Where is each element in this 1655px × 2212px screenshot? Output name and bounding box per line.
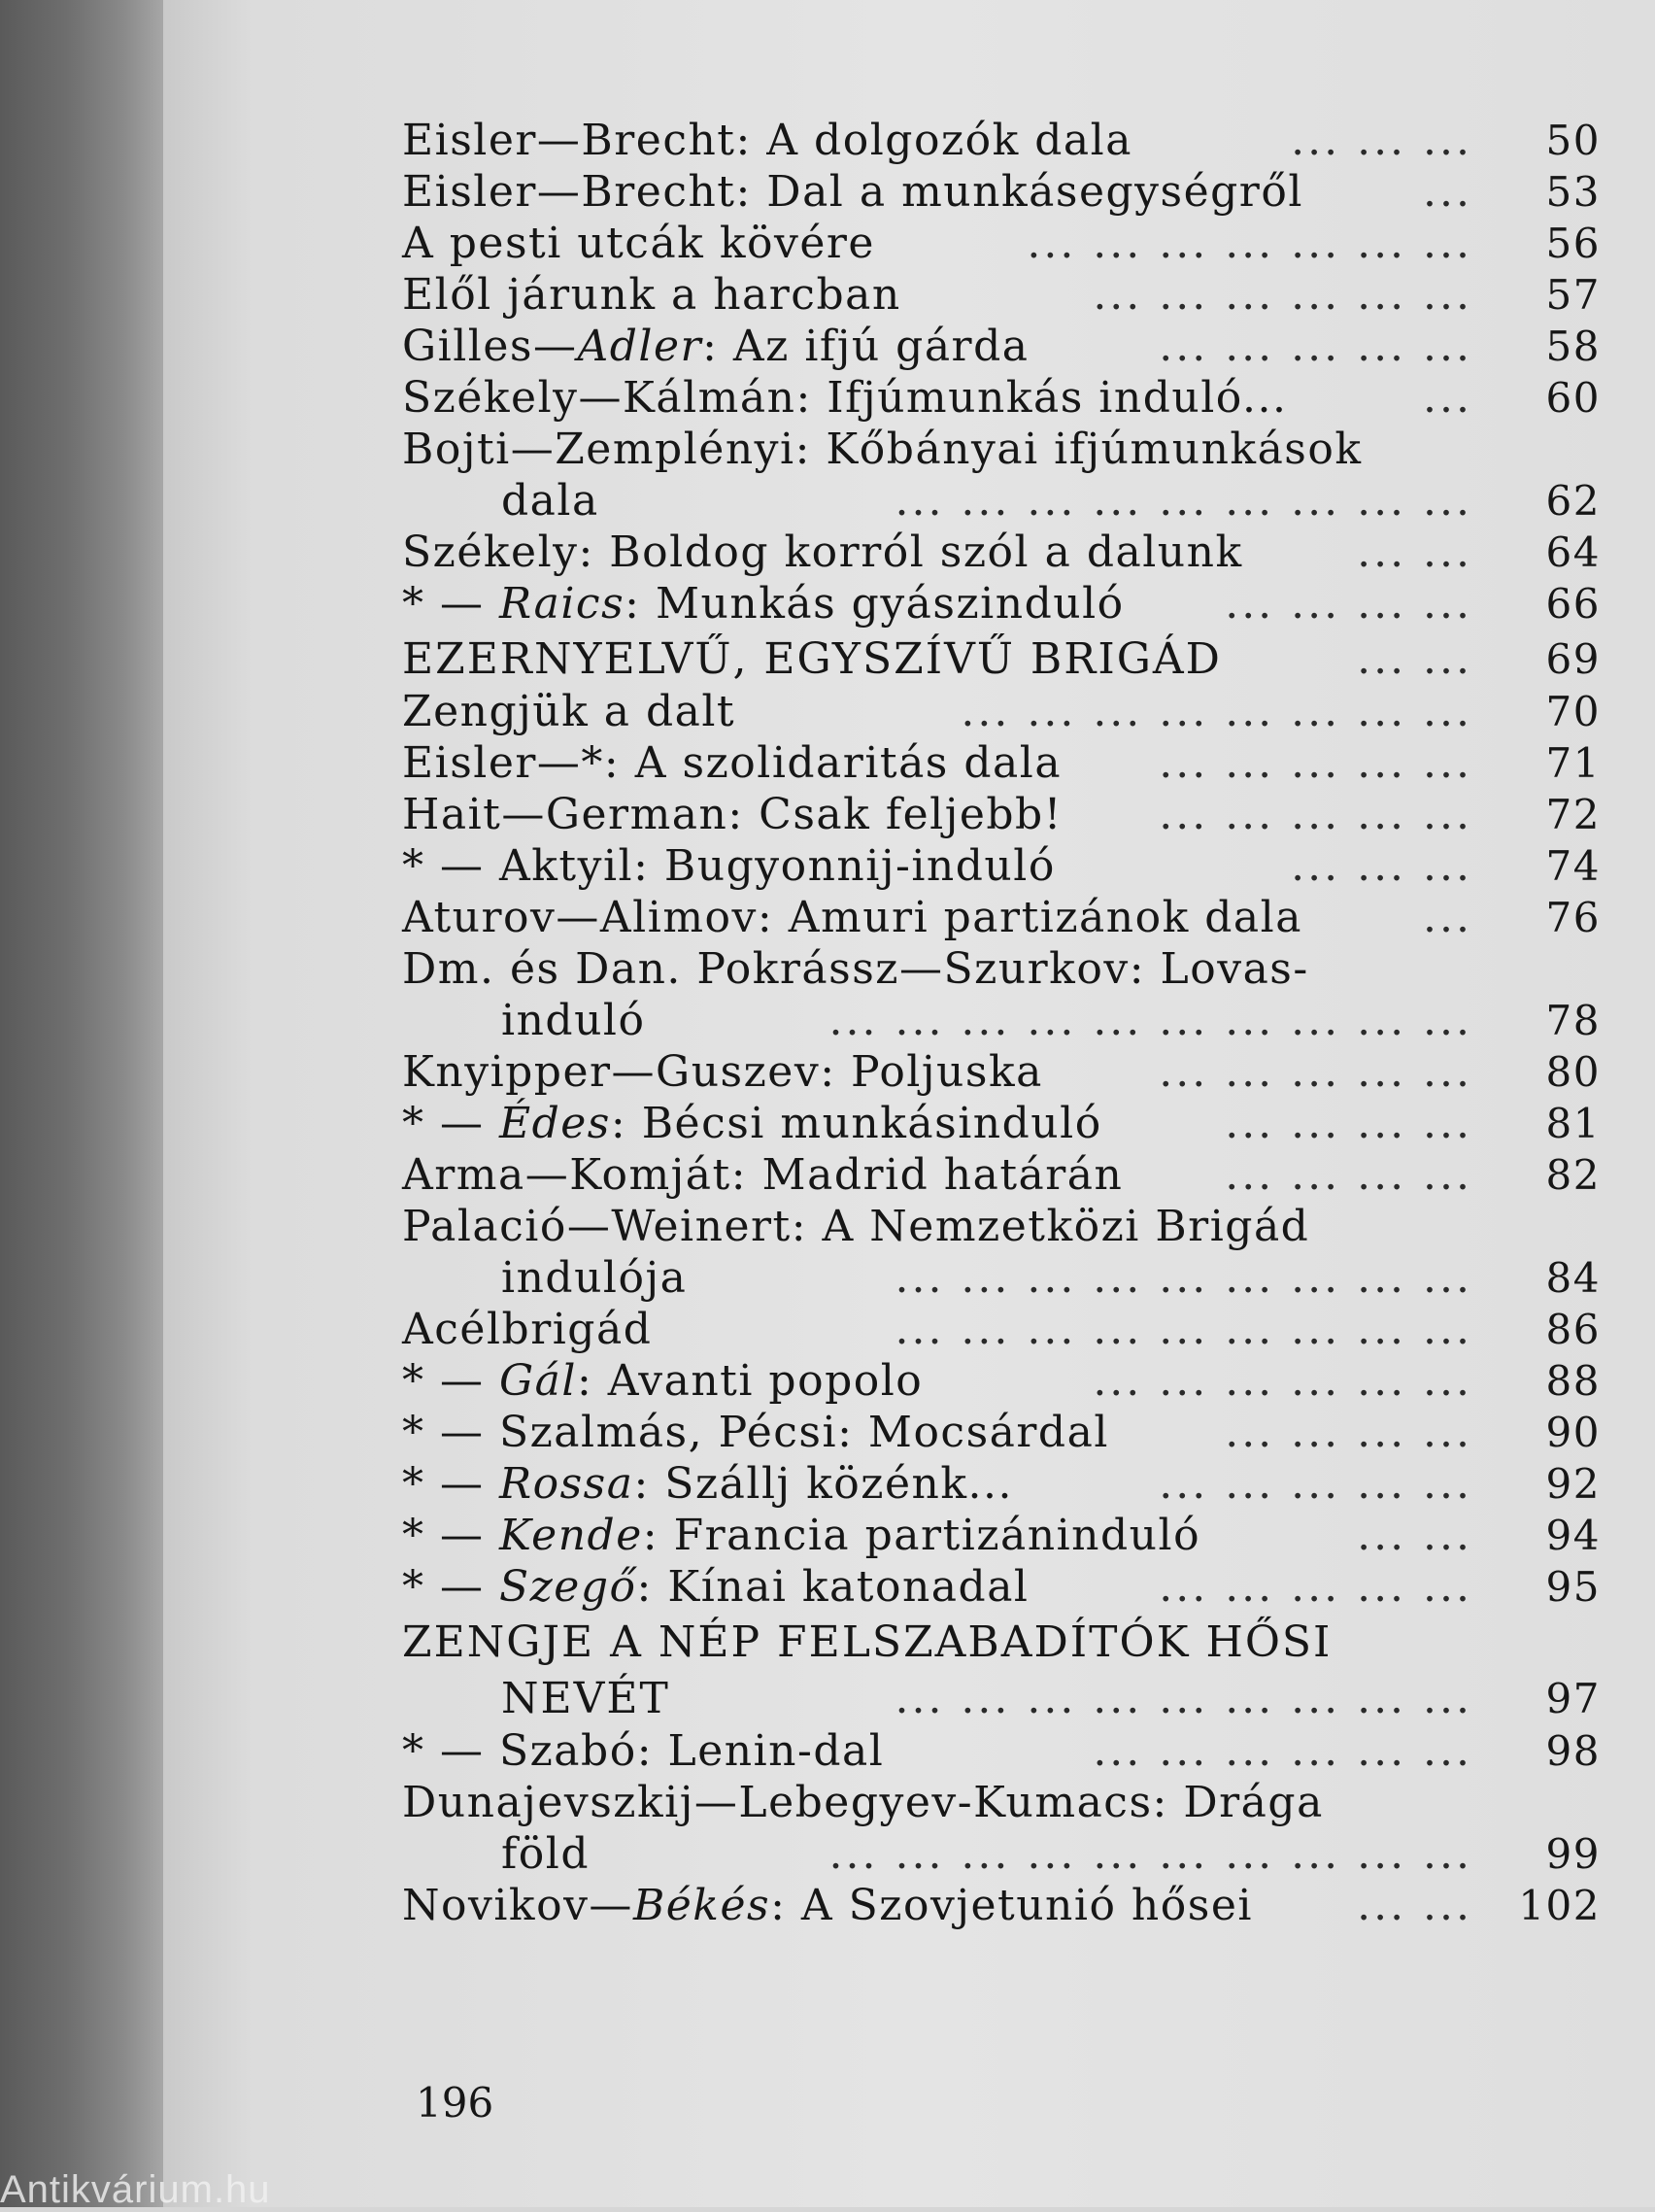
toc-entry-continuation bbox=[163, 475, 1655, 527]
toc-page-number: 84 bbox=[1545, 1254, 1601, 1302]
toc-entry-author: * — bbox=[402, 1562, 499, 1612]
toc-entry-translator: Gál bbox=[498, 1356, 577, 1406]
toc-leader-dots: ... ... ... ... ... bbox=[1159, 1047, 1472, 1097]
toc-entry bbox=[163, 840, 1655, 892]
toc-page-number: 57 bbox=[1545, 271, 1601, 319]
toc-page-number: 97 bbox=[1545, 1675, 1601, 1722]
toc-page-number: 64 bbox=[1545, 528, 1601, 576]
toc-leader-dots: ... ... ... bbox=[1291, 841, 1472, 891]
toc-entry-line bbox=[163, 527, 1655, 578]
toc-entry-line bbox=[163, 1355, 1655, 1407]
toc-entry-author: Eisler—Brecht bbox=[402, 116, 736, 165]
toc-entry-title: : A Szovjetunió hősei bbox=[770, 1881, 1253, 1930]
toc-entry bbox=[163, 686, 1655, 737]
toc-page-number: 74 bbox=[1545, 842, 1601, 890]
toc-leader-dots: ... ... ... ... ... bbox=[1159, 738, 1472, 788]
toc-entry-translator: Szegő bbox=[498, 1562, 637, 1612]
toc-leader-dots: ... ... ... ... bbox=[1225, 1099, 1472, 1148]
page-number: 196 bbox=[416, 2079, 494, 2127]
toc-entry-line bbox=[163, 630, 1655, 686]
toc-entry-text bbox=[402, 1561, 1030, 1613]
toc-entry-line bbox=[163, 892, 1655, 943]
toc-entry bbox=[163, 892, 1655, 943]
toc-leader-dots: ... ... ... ... ... bbox=[1159, 790, 1472, 839]
toc-entry-text-continued: NEVÉT bbox=[501, 1674, 670, 1723]
toc-entry-text bbox=[402, 218, 875, 269]
toc-page-number: 50 bbox=[1545, 117, 1601, 164]
toc-entry-line bbox=[163, 1613, 1655, 1669]
toc-entry-author: Palació—Weinert bbox=[402, 1202, 792, 1251]
toc-entry-author: * — Aktyil bbox=[402, 841, 634, 891]
toc-entry bbox=[163, 372, 1655, 424]
toc-entry-title: : Lovas- bbox=[1129, 944, 1309, 994]
toc-leader-dots: ... ... ... ... ... ... ... ... ... bbox=[895, 1253, 1472, 1303]
toc-entry-title: Elől járunk a harcban bbox=[402, 270, 901, 320]
toc-entry-text bbox=[402, 372, 1287, 424]
toc-entry-line bbox=[163, 218, 1655, 269]
toc-entry-line bbox=[163, 1561, 1655, 1613]
toc-entry bbox=[163, 1725, 1655, 1777]
toc-entry-line bbox=[163, 424, 1655, 475]
toc-entry-title: : Drága bbox=[1152, 1778, 1324, 1827]
toc-leader-dots: ... ... bbox=[1357, 527, 1472, 577]
toc-page-number: 78 bbox=[1545, 997, 1601, 1044]
toc-entry-line bbox=[163, 737, 1655, 789]
toc-entry bbox=[163, 1458, 1655, 1510]
toc-page-number: 102 bbox=[1518, 1882, 1601, 1929]
toc-entry bbox=[163, 578, 1655, 630]
toc-entry-text bbox=[402, 1304, 652, 1355]
toc-entry-continuation bbox=[163, 1669, 1655, 1725]
toc-leader-dots: ... bbox=[1423, 893, 1472, 942]
toc-entry bbox=[163, 269, 1655, 321]
watermark-text: Antikvárium.hu bbox=[0, 2168, 271, 2211]
table-of-contents bbox=[163, 115, 1655, 1931]
toc-entry-text bbox=[402, 1149, 1123, 1201]
toc-entry-author: Novikov— bbox=[402, 1881, 633, 1930]
toc-entry-author: Aturov—Alimov bbox=[402, 893, 758, 942]
toc-page-number: 69 bbox=[1545, 635, 1601, 683]
toc-entry bbox=[163, 321, 1655, 372]
toc-entry-translator: Raics bbox=[498, 579, 625, 629]
toc-entry-text bbox=[402, 269, 901, 321]
toc-entry-line bbox=[163, 1149, 1655, 1201]
toc-entry-title: : Lenin-dal bbox=[636, 1726, 885, 1776]
toc-entry-title: : Ifjúmunkás induló... bbox=[795, 373, 1288, 423]
toc-entry-line bbox=[163, 1725, 1655, 1777]
toc-entry-line bbox=[163, 686, 1655, 737]
toc-entry bbox=[163, 1201, 1655, 1304]
toc-leader-dots: ... ... ... ... bbox=[1225, 579, 1472, 629]
toc-entry-text-continued: indulója bbox=[501, 1253, 688, 1303]
toc-page-number: 80 bbox=[1545, 1048, 1601, 1096]
toc-entry bbox=[163, 1304, 1655, 1355]
toc-entry-title: : Madrid határán bbox=[730, 1150, 1124, 1200]
toc-entry bbox=[163, 1046, 1655, 1098]
toc-entry bbox=[163, 1777, 1655, 1880]
toc-leader-dots: ... bbox=[1423, 167, 1472, 217]
toc-entry-title: : Bécsi munkásinduló bbox=[610, 1099, 1102, 1148]
toc-entry-author: Dm. és Dan. Pokrássz—Szurkov bbox=[402, 944, 1130, 994]
toc-entry-text bbox=[402, 1613, 1332, 1673]
toc-entry-title: : Dal a munkásegységről bbox=[735, 167, 1303, 217]
toc-leader-dots: ... ... ... ... ... ... ... ... ... ... bbox=[828, 1829, 1472, 1879]
toc-leader-dots: ... ... ... ... ... bbox=[1159, 322, 1472, 371]
toc-entry bbox=[163, 789, 1655, 840]
toc-entry-text bbox=[402, 789, 1063, 840]
toc-entry-title: : Amuri partizánok dala bbox=[757, 893, 1302, 942]
toc-entry-title: : Bugyonnij-induló bbox=[633, 841, 1056, 891]
toc-entry bbox=[163, 1149, 1655, 1201]
toc-entry-title: A pesti utcák kövére bbox=[402, 219, 875, 268]
toc-leader-dots: ... ... ... ... bbox=[1225, 1150, 1472, 1200]
toc-leader-dots: ... ... ... ... ... ... ... ... ... bbox=[895, 1674, 1472, 1723]
toc-entry-continuation bbox=[163, 1828, 1655, 1880]
toc-page-number: 94 bbox=[1545, 1512, 1601, 1559]
toc-entry bbox=[163, 1355, 1655, 1407]
toc-entry-translator: Békés bbox=[632, 1881, 771, 1930]
toc-page-number: 56 bbox=[1545, 220, 1601, 267]
toc-entry-title: : A szolidaritás dala bbox=[603, 738, 1063, 788]
toc-entry-text bbox=[402, 1407, 1109, 1458]
toc-entry-author: * — Szalmás, Pécsi bbox=[402, 1408, 838, 1457]
toc-entry-line bbox=[163, 578, 1655, 630]
toc-entry bbox=[163, 943, 1655, 1046]
toc-entry-text bbox=[402, 1458, 1013, 1510]
toc-section-heading bbox=[163, 1613, 1655, 1725]
toc-entry-translator: Rossa bbox=[498, 1459, 634, 1509]
toc-entry-text bbox=[402, 527, 1243, 578]
toc-leader-dots: ... ... ... ... ... ... ... ... ... ... bbox=[828, 996, 1472, 1045]
toc-entry-continuation bbox=[163, 995, 1655, 1046]
toc-page-number: 90 bbox=[1545, 1409, 1601, 1456]
toc-entry-title: : Mocsárdal bbox=[837, 1408, 1109, 1457]
toc-entry-text bbox=[402, 737, 1062, 789]
book-page bbox=[163, 0, 1655, 2207]
toc-entry-translator: Kende bbox=[498, 1511, 643, 1560]
toc-page-number: 60 bbox=[1545, 374, 1601, 422]
toc-leader-dots: ... ... ... ... bbox=[1225, 1408, 1472, 1457]
toc-entry-author: * — bbox=[402, 1099, 499, 1148]
toc-entry-author: Gilles— bbox=[402, 322, 578, 371]
toc-entry-author: * — bbox=[402, 1459, 499, 1509]
toc-entry-author: * — bbox=[402, 1511, 499, 1560]
toc-entry-author: Eisler—Brecht bbox=[402, 167, 736, 217]
toc-entry-text bbox=[402, 630, 1222, 690]
book-spine-shadow bbox=[0, 0, 165, 2207]
toc-entry-line bbox=[163, 1880, 1655, 1931]
toc-entry-line bbox=[163, 943, 1655, 995]
toc-entry-author: Bojti—Zemplényi bbox=[402, 425, 795, 474]
toc-entry-line bbox=[163, 840, 1655, 892]
toc-entry-title: Zengjük a dalt bbox=[402, 687, 736, 736]
toc-page-number: 76 bbox=[1545, 894, 1601, 941]
toc-entry-text bbox=[402, 1046, 1043, 1098]
toc-entry-line bbox=[163, 269, 1655, 321]
toc-entry-text bbox=[402, 166, 1303, 218]
toc-entry bbox=[163, 527, 1655, 578]
toc-entry-text bbox=[402, 1777, 1324, 1828]
toc-entry bbox=[163, 737, 1655, 789]
toc-page-number: 62 bbox=[1545, 477, 1601, 525]
toc-entry-text-continued: dala bbox=[501, 476, 599, 526]
toc-page-number: 81 bbox=[1545, 1100, 1601, 1147]
toc-entry-text bbox=[402, 424, 1363, 475]
toc-entry-title: : A Nemzetközi Brigád bbox=[791, 1202, 1310, 1251]
toc-entry-title: : Az ifjú gárda bbox=[702, 322, 1030, 371]
toc-entry-line bbox=[163, 1201, 1655, 1252]
toc-leader-dots: ... ... ... ... ... ... ... ... bbox=[961, 687, 1472, 736]
toc-entry-text bbox=[402, 840, 1056, 892]
toc-leader-dots: ... ... bbox=[1357, 1881, 1472, 1930]
toc-page-number: 98 bbox=[1545, 1727, 1601, 1775]
toc-entry-text bbox=[402, 892, 1302, 943]
toc-entry bbox=[163, 1561, 1655, 1613]
toc-entry-title: : Kőbányai ifjúmunkások bbox=[794, 425, 1363, 474]
toc-leader-dots: ... ... ... ... ... ... bbox=[1093, 270, 1472, 320]
toc-entry-translator: Adler bbox=[577, 322, 703, 371]
toc-page-number: 88 bbox=[1545, 1357, 1601, 1405]
toc-entry-author: * — Szabó bbox=[402, 1726, 637, 1776]
toc-entry-line bbox=[163, 321, 1655, 372]
toc-entry-text-continued: induló bbox=[501, 996, 646, 1045]
toc-entry-text bbox=[402, 1880, 1253, 1931]
toc-entry-text bbox=[402, 1355, 923, 1407]
toc-entry bbox=[163, 1510, 1655, 1561]
toc-entry-translator: Édes bbox=[498, 1099, 611, 1148]
toc-entry-author: Hait—German bbox=[402, 790, 728, 839]
toc-entry bbox=[163, 166, 1655, 218]
toc-entry-line bbox=[163, 372, 1655, 424]
toc-entry-author: Székely bbox=[402, 527, 579, 577]
toc-leader-dots: ... ... ... ... ... bbox=[1159, 1459, 1472, 1509]
toc-entry bbox=[163, 1098, 1655, 1149]
toc-entry-text-continued: föld bbox=[501, 1829, 591, 1879]
toc-entry-line bbox=[163, 1777, 1655, 1828]
toc-entry-author: Székely—Kálmán bbox=[402, 373, 796, 423]
toc-page-number: 58 bbox=[1545, 323, 1601, 370]
toc-page-number: 95 bbox=[1545, 1563, 1601, 1611]
toc-entry bbox=[163, 1880, 1655, 1931]
toc-entry-author: Knyipper—Guszev bbox=[402, 1047, 821, 1097]
toc-entry-line bbox=[163, 1407, 1655, 1458]
toc-entry-title: : Boldog korról szól a dalunk bbox=[578, 527, 1243, 577]
toc-entry-line bbox=[163, 1098, 1655, 1149]
toc-page-number: 72 bbox=[1545, 791, 1601, 838]
toc-leader-dots: ... ... ... ... ... ... ... ... ... bbox=[895, 1305, 1472, 1354]
toc-entry-line bbox=[163, 1046, 1655, 1098]
toc-leader-dots: ... ... ... bbox=[1291, 116, 1472, 165]
toc-entry-text bbox=[402, 1201, 1309, 1252]
toc-entry-title: : Csak feljebb! bbox=[727, 790, 1063, 839]
toc-entry-title: : Szállj közénk... bbox=[633, 1459, 1013, 1509]
toc-entry bbox=[163, 115, 1655, 166]
toc-entry-line bbox=[163, 115, 1655, 166]
toc-entry bbox=[163, 1407, 1655, 1458]
toc-entry-line bbox=[163, 1304, 1655, 1355]
toc-entry-text bbox=[402, 115, 1132, 166]
toc-leader-dots: ... ... ... ... ... ... ... ... ... bbox=[895, 476, 1472, 526]
toc-entry-author: Eisler—* bbox=[402, 738, 604, 788]
toc-entry-text bbox=[402, 1510, 1200, 1561]
toc-entry-title: Acélbrigád bbox=[402, 1305, 653, 1354]
toc-page-number: 99 bbox=[1545, 1830, 1601, 1878]
toc-entry-author: * — bbox=[402, 579, 499, 629]
toc-section-heading bbox=[163, 630, 1655, 686]
toc-page-number: 66 bbox=[1545, 580, 1601, 628]
toc-entry-line bbox=[163, 1458, 1655, 1510]
toc-entry-title: : Francia partizáninduló bbox=[642, 1511, 1201, 1560]
toc-leader-dots: ... ... bbox=[1357, 634, 1472, 684]
toc-entry-title: : Poljuska bbox=[820, 1047, 1043, 1097]
toc-entry-text bbox=[402, 1725, 884, 1777]
toc-leader-dots: ... ... ... ... ... ... bbox=[1093, 1356, 1472, 1406]
toc-page-number: 86 bbox=[1545, 1306, 1601, 1353]
toc-entry-title: : Avanti popolo bbox=[576, 1356, 924, 1406]
toc-entry-title: : Munkás gyászinduló bbox=[625, 579, 1125, 629]
toc-page-number: 92 bbox=[1545, 1460, 1601, 1508]
toc-page-number: 53 bbox=[1545, 168, 1601, 216]
toc-entry-text bbox=[402, 1098, 1102, 1149]
toc-entry bbox=[163, 424, 1655, 527]
toc-leader-dots: ... bbox=[1423, 373, 1472, 423]
toc-entry-text bbox=[402, 578, 1125, 630]
toc-entry-title: : A dolgozók dala bbox=[735, 116, 1132, 165]
toc-entry-line bbox=[163, 166, 1655, 218]
toc-entry-title: : Kínai katonadal bbox=[636, 1562, 1030, 1612]
toc-entry-author: * — bbox=[402, 1356, 499, 1406]
toc-page-number: 71 bbox=[1545, 739, 1601, 787]
toc-leader-dots: ... ... ... ... ... ... ... bbox=[1027, 219, 1472, 268]
toc-page-number: 82 bbox=[1545, 1151, 1601, 1199]
toc-leader-dots: ... ... ... ... ... bbox=[1159, 1562, 1472, 1612]
toc-entry bbox=[163, 218, 1655, 269]
toc-entry-text bbox=[402, 321, 1030, 372]
toc-entry-text bbox=[402, 943, 1309, 995]
toc-page-number: 70 bbox=[1545, 688, 1601, 735]
toc-entry-line bbox=[163, 1510, 1655, 1561]
toc-section-title: EZERNYELVŰ, EGYSZÍVŰ BRIGÁD bbox=[402, 634, 1222, 684]
toc-entry-continuation bbox=[163, 1252, 1655, 1304]
toc-entry-author: Dunajevszkij—Lebegyev-Kumacs bbox=[402, 1778, 1153, 1827]
toc-section-title: ZENGJE A NÉP FELSZABADÍTÓK HŐSI bbox=[402, 1617, 1333, 1667]
toc-leader-dots: ... ... bbox=[1357, 1511, 1472, 1560]
toc-entry-line bbox=[163, 789, 1655, 840]
toc-entry-text bbox=[402, 686, 735, 737]
toc-leader-dots: ... ... ... ... ... ... bbox=[1093, 1726, 1472, 1776]
toc-entry-author: Arma—Komját bbox=[402, 1150, 731, 1200]
